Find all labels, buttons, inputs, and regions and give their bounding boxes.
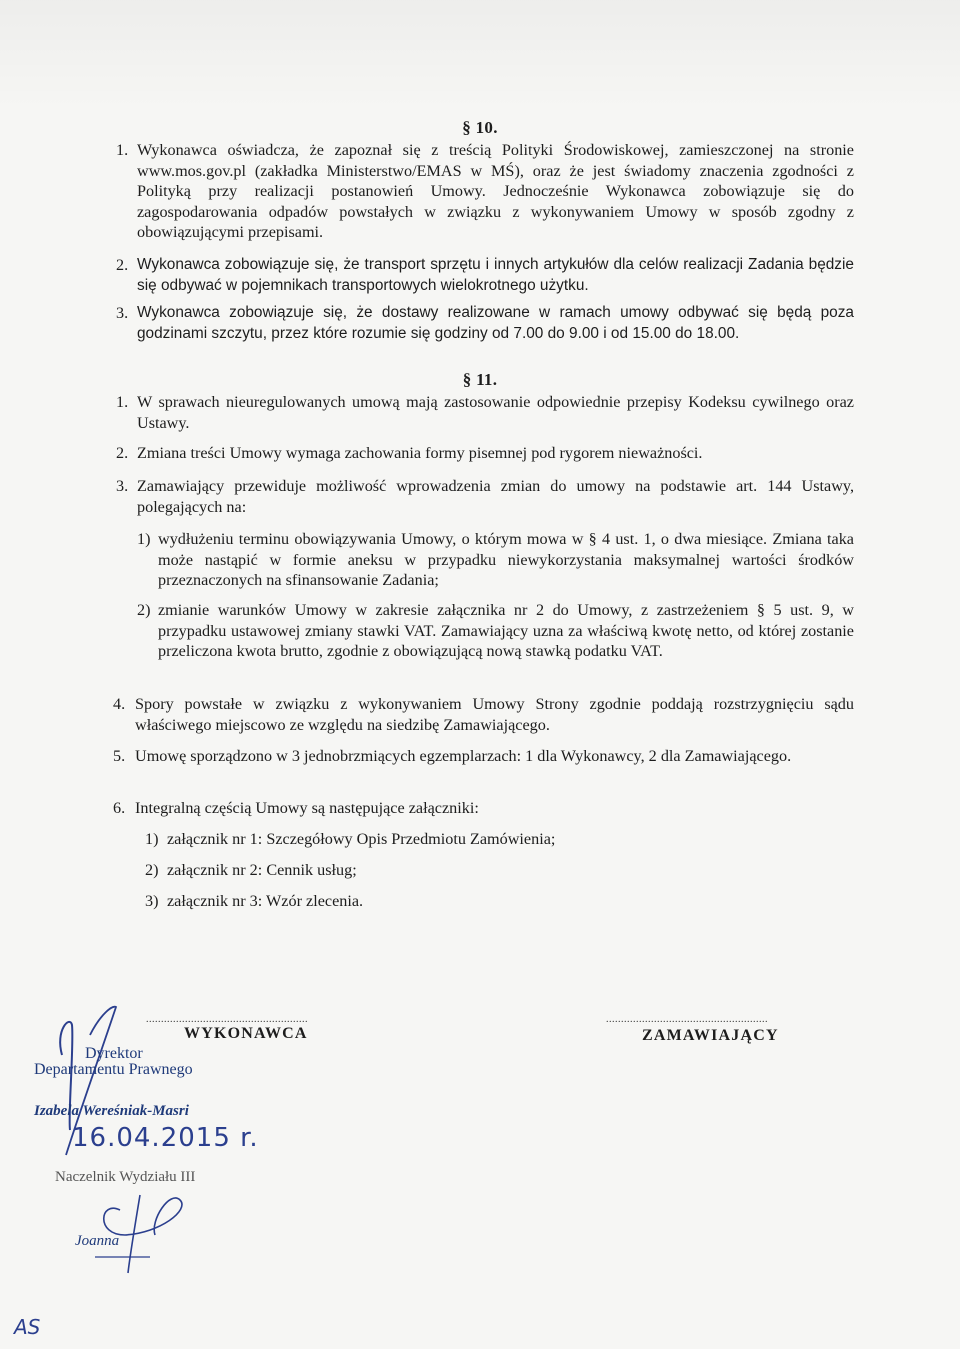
attachment-2-number: 2) bbox=[145, 861, 159, 879]
s10-item2-text: Wykonawca zobowiązuje się, że transport sprzętu i innych artykułów dla celów realizacji Zadania będzie się odbywać w pojemnikach transportowych wielokrotnego użytku. bbox=[137, 256, 854, 294]
client-label: ZAMAWIAJĄCY bbox=[642, 1027, 779, 1044]
s11-item5-number: 5. bbox=[113, 747, 126, 765]
handwritten-date: 16.04.2015 r. bbox=[72, 1123, 259, 1153]
s11-item6-text: Integralną częścią Umowy są następujące załączniki: bbox=[135, 799, 479, 817]
s11-item3-number: 3. bbox=[116, 477, 129, 495]
s11-sub1-text: wydłużeniu terminu obowiązywania Umowy, o którym mowa w § 4 ust. 1, o dwa miesiące. Zmiana taka może nastąpić w formie aneksu w przypadku niewykorzystania maksymalnej wartości środków przeznaczonych na sfinansowanie Zadania; bbox=[158, 530, 854, 589]
contractor-signature-line: ...................................................... bbox=[146, 1014, 308, 1025]
section-11-heading: § 11. bbox=[462, 370, 498, 389]
stamp-department: Departamentu Prawnego bbox=[34, 1061, 193, 1078]
s11-item5-text: Umowę sporządzono w 3 jednobrzmiących egzemplarzach: 1 dla Wykonawcy, 2 dla Zamawiającego. bbox=[135, 747, 792, 765]
client-signature-line: ...................................................... bbox=[606, 1014, 768, 1025]
s10-item2-number: 2. bbox=[116, 256, 129, 274]
scan-shading bbox=[0, 0, 960, 110]
s11-item2-text: Zmiana treści Umowy wymaga zachowania formy pisemnej pod rygorem nieważności. bbox=[137, 444, 703, 462]
attachment-1-text: załącznik nr 1: Szczegółowy Opis Przedmiotu Zamówienia; bbox=[167, 830, 556, 848]
section-10-heading: § 10. bbox=[462, 118, 498, 137]
s11-item6-number: 6. bbox=[113, 799, 126, 817]
page-initials: AS bbox=[14, 1315, 41, 1339]
s11-item1-text: W sprawach nieuregulowanych umową mają zastosowanie odpowiednie przepisy Kodeksu cywilnego oraz Ustawy. bbox=[137, 393, 854, 432]
s11-item3-text: Zamawiający przewiduje możliwość wprowadzenia zmian do umowy na podstawie art. 144 Ustawy, polegających na: bbox=[137, 477, 854, 516]
s11-sub2-text: zmianie warunków Umowy w zakresie załącznika nr 2 do Umowy, z zastrzeżeniem § 5 ust. 9, w przypadku ustawowej zmiany stawki VAT. Zamawiający uzna za właściwą kwotę netto, od której zostanie przeliczona kwota brutto, zgodnie z obowiązującą nową stawką podatku VAT. bbox=[158, 601, 854, 660]
s11-sub2-number: 2) bbox=[137, 601, 151, 619]
attachment-2-text: załącznik nr 2: Cennik usług; bbox=[167, 861, 357, 879]
s10-item3-text: Wykonawca zobowiązuje się, że dostawy realizowane w ramach umowy odbywać się będą poza godzinami szczytu, przez które rozumie się godziny od 7.00 do 9.00 i od 15.00 do 18.00. bbox=[137, 304, 854, 342]
s10-item3-number: 3. bbox=[116, 304, 129, 322]
s10-item1-number: 1. bbox=[116, 141, 129, 159]
stamp-name: Izabela Wereśniak-Masri bbox=[34, 1103, 189, 1119]
stamp-name-2: Joanna bbox=[75, 1233, 120, 1249]
contractor-label: WYKONAWCA bbox=[184, 1025, 308, 1042]
attachment-3-text: załącznik nr 3: Wzór zlecenia. bbox=[167, 892, 364, 910]
s11-item4-number: 4. bbox=[113, 695, 126, 713]
attachment-3-number: 3) bbox=[145, 892, 159, 910]
s11-item1-number: 1. bbox=[116, 393, 129, 411]
stamp-title: Dyrektor bbox=[85, 1045, 143, 1062]
stamp-naczelnik: Naczelnik Wydziału III bbox=[55, 1169, 196, 1185]
attachment-1-number: 1) bbox=[145, 830, 159, 848]
s11-item2-number: 2. bbox=[116, 444, 129, 462]
s11-item4-text: Spory powstałe w związku z wykonywaniem Umowy Strony zgodnie poddają rozstrzygnięciu sądu właściwego miejscowo ze względu na siedzibę Zamawiającego. bbox=[135, 695, 854, 734]
s11-sub1-number: 1) bbox=[137, 530, 151, 548]
s10-item1-text: Wykonawca oświadcza, że zapoznał się z treścią Polityki Środowiskowej, zamieszczonej na stronie www.mos.gov.pl (zakładka Ministerstwo/EMAS w MŚ), oraz że jest świadomy znaczenia zgodności z Polityką przy realizacji postanowień Umowy. Jednocześnie Wykonawca zobowiązuje się do zagospodarowania odpadów powstałych w związku z wykonywaniem Umowy w sposób zgodny z obowiązującymi przepisami. bbox=[137, 141, 854, 241]
